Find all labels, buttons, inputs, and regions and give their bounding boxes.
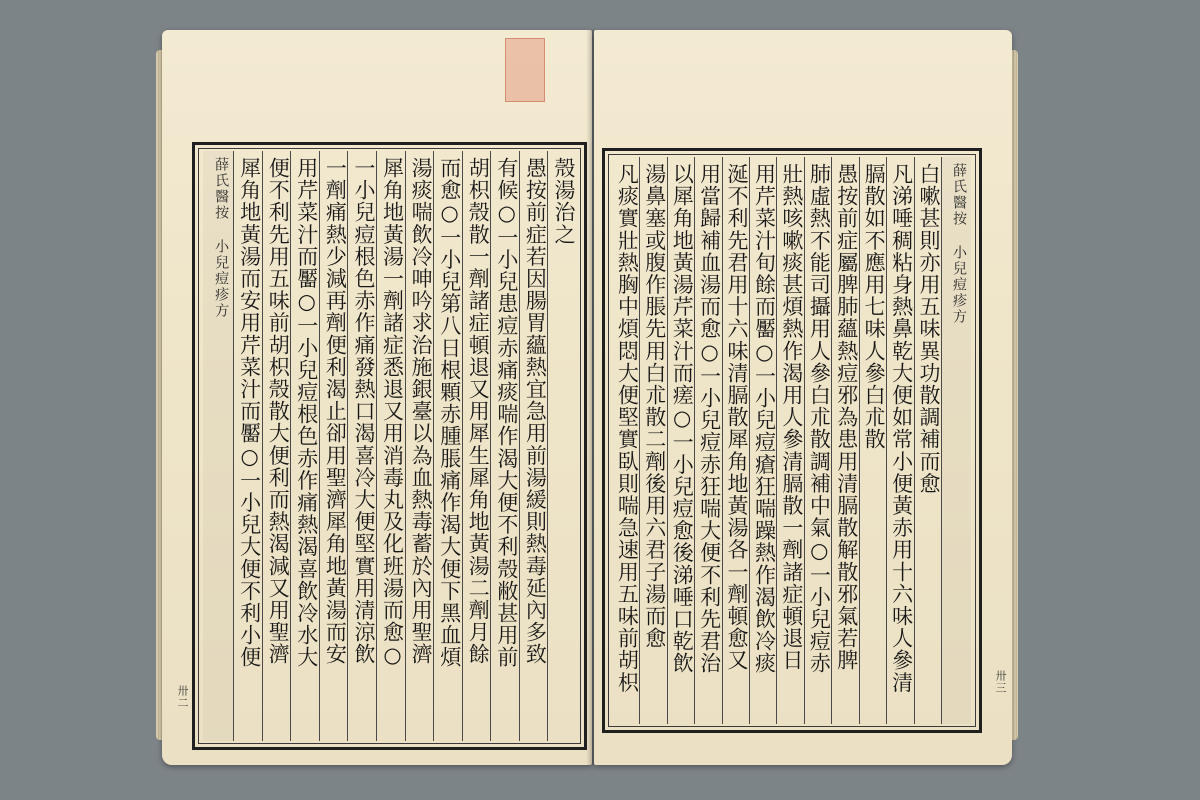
text-column: 湯鼻塞或腹作脹先用白朮散二劑後用六君子湯而愈	[639, 157, 666, 724]
text-column: 凡涕唾稠粘身熱鼻乾大便如常小便黃赤用十六味人參清	[886, 157, 913, 724]
text-column: 一劑痛熱少減再劑便利渴止卻用聖濟犀角地黃湯而安	[319, 151, 348, 741]
text-column: 白嗽甚則亦用五味異功散調補而愈	[914, 157, 941, 724]
text-column: 用當歸補血湯而愈○一小兒痘赤狂喘大便不利先君治	[694, 157, 721, 724]
text-column: 膈散如不應用七味人參白朮散	[859, 157, 886, 724]
text-column: 犀角地黃湯一劑諸症悉退又用消毒丸及化班湯而愈○	[376, 151, 405, 741]
text-column: 胡枳殼散一劑諸症頓退又用犀生犀角地黃湯二劑月餘	[462, 151, 491, 741]
left-text-frame	[192, 142, 587, 750]
left-columns	[203, 151, 576, 741]
left-folio: 卅二	[176, 685, 189, 709]
left-banxin: 薛氏醫按 小兒痘疹方	[203, 151, 233, 741]
open-book	[162, 30, 1012, 765]
text-column: 便不利先用五味前胡枳殼散大便利而熱渴減又用聖濟	[262, 151, 291, 741]
right-text-frame	[602, 148, 982, 733]
text-column: 以犀角地黃湯芹菜汁而瘥○一小兒痘愈後涕唾口乾飲	[667, 157, 694, 724]
text-column: 涎不利先君用十六味清膈散犀角地黃湯各一劑頓愈又	[722, 157, 749, 724]
right-page	[594, 30, 1012, 765]
text-column: 一小兒痘根色赤作痛發熱口渴喜冷大便堅實用清涼飲	[347, 151, 376, 741]
left-page	[162, 30, 592, 765]
right-banxin: 薛氏醫按 小兒痘疹方	[941, 157, 971, 724]
text-column: 愚按前症若因腸胃蘊熱宜急用前湯緩則熱毒延內多致	[519, 151, 548, 741]
text-column: 有候○一小兒患痘赤痛痰喘作渴大便不利殼敝甚用前	[490, 151, 519, 741]
text-column: 殼湯治之	[547, 151, 576, 741]
text-column: 犀角地黃湯而安用芹菜汁而靨○一小兒大便不利小便	[233, 151, 262, 741]
right-folio: 卅三	[994, 670, 1007, 694]
text-column: 凡痰實壯熱胸中煩悶大便堅實臥則喘急速用五味前胡枳	[615, 163, 640, 694]
text-column: 壯熱咳嗽痰甚煩熱作渴用人參清膈散一劑諸症頓退日	[776, 157, 803, 724]
text-column: 用芹菜汁而靨○一小兒痘根色赤作痛熱渴喜飲冷水大	[290, 151, 319, 741]
text-column: 肺虛熱不能司攝用人參白朮散調補中氣○一小兒痘赤	[804, 157, 831, 724]
text-column: 愚按前症屬脾肺蘊熱痘邪為患用清膈散解散邪氣若脾	[831, 157, 858, 724]
library-seal	[505, 38, 545, 102]
right-columns	[613, 157, 971, 724]
text-column: 湯痰喘飲冷呻吟求治施銀臺以為血熱毒蓄於內用聖濟	[405, 151, 434, 741]
text-column: 用芹菜汁旬餘而靨○一小兒痘瘡狂喘躁熱作渴飲冷痰	[749, 157, 776, 724]
text-column: 而愈○一小兒第八日根顆赤腫脹痛作渴大便下黑血煩	[433, 151, 462, 741]
